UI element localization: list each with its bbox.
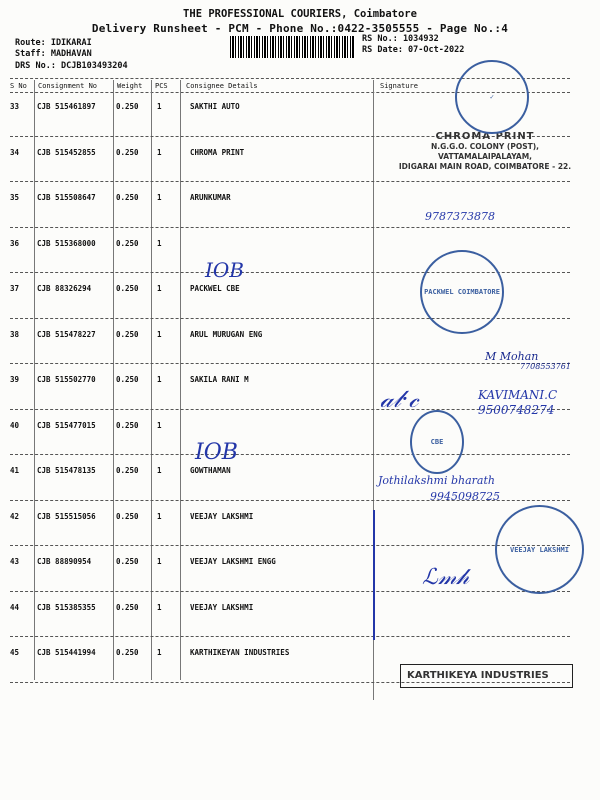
row-rule [10, 545, 570, 546]
row-consignment-no: CJB 88326294 [37, 284, 92, 293]
drs-label: DRS No.: DCJB103493204 [15, 61, 128, 71]
row-sno: 36 [10, 238, 20, 248]
row-sno: 42 [10, 511, 20, 521]
row-weight: 0.250 [116, 602, 139, 612]
handwritten-kavimani: KAVIMANI.C [478, 388, 558, 402]
row-pcs: 1 [157, 284, 162, 293]
row-consignee: PACKWEL CBE [190, 284, 240, 293]
row-consignment-no: CJB 88890954 [37, 557, 92, 566]
row-consignee: KARTHIKEYAN INDUSTRIES [190, 648, 290, 657]
row-rule [10, 454, 570, 455]
stamp-text: PACKWEL COIMBATORE [424, 288, 500, 296]
staff-label: Staff: MADHAVAN [15, 49, 92, 59]
row-weight: 0.250 [116, 147, 139, 157]
row-consignment-no: CJB 515452855 [37, 147, 96, 157]
row-pcs: 1 [157, 511, 162, 521]
row-weight: 0.250 [116, 557, 139, 566]
row-weight: 0.250 [116, 238, 139, 248]
row-rule [10, 181, 570, 182]
handwritten-iob-1: IOB [205, 258, 244, 282]
row-rule [10, 636, 570, 637]
row-consignment-no: CJB 515478135 [37, 466, 96, 475]
stamp-line: VATTAMALAIPALAYAM, [437, 152, 533, 161]
row-pcs: 1 [157, 375, 162, 384]
row-weight: 0.250 [116, 466, 139, 475]
row-consignee: GOWTHAMAN [190, 466, 231, 475]
col-weight: Weight [117, 82, 143, 90]
route-label: Route: IDIKARAI [15, 38, 92, 48]
row-weight: 0.250 [116, 420, 139, 430]
barcode [230, 36, 355, 58]
row-consignment-no: CJB 515441994 [37, 648, 96, 657]
row-consignee: SAKILA RANI M [190, 375, 249, 384]
row-weight: 0.250 [116, 284, 139, 293]
row-sno: 38 [10, 329, 20, 339]
row-consignment-no: CJB 515508647 [37, 193, 96, 202]
row-pcs: 1 [157, 420, 162, 430]
bracket-mark [365, 510, 375, 640]
row-weight: 0.250 [116, 648, 139, 657]
rs-date: RS Date: 07-Oct-2022 [362, 45, 465, 55]
company-title: THE PROFESSIONAL COURIERS, Coimbatore [183, 8, 417, 20]
handwritten-phone-40: 9500748274 [478, 403, 555, 417]
row-sno: 39 [10, 375, 20, 384]
row-pcs: 1 [157, 193, 162, 202]
row-sno: 43 [10, 557, 20, 566]
chroma-stamp [395, 132, 575, 172]
row-weight: 0.250 [116, 511, 139, 521]
row-sno: 45 [10, 648, 20, 657]
round-stamp-top: ✓ [455, 60, 529, 134]
col-sno: S No [10, 82, 27, 90]
row-consignment-no: CJB 515478227 [37, 329, 96, 339]
row-consignee: VEEJAY LAKSHMI ENGG [190, 557, 276, 566]
stamp-line: IDIGARAI MAIN ROAD, COIMBATORE - 22. [398, 162, 572, 171]
signature-43: ℒ𝓂𝒽 [422, 565, 470, 590]
row-consignment-no: CJB 515368000 [37, 238, 96, 248]
veejay-stamp [495, 505, 584, 594]
row-consignee: VEEJAY LAKSHMI [190, 602, 254, 612]
row-pcs: 1 [157, 466, 162, 475]
handwritten-phone-41: 9945098725 [430, 490, 500, 503]
row-rule [10, 227, 570, 228]
rs-number: RS No.: 1034932 [362, 34, 439, 44]
row-consignee: CHROMA PRINT [190, 147, 245, 157]
row-pcs: 1 [157, 329, 162, 339]
packwel-stamp [420, 250, 504, 334]
row-consignment-no: CJB 515461897 [37, 102, 96, 111]
row-consignment-no: CJB 515515056 [37, 511, 96, 521]
handwritten-phone-35: 9787373878 [425, 210, 495, 223]
col-signature: Signature [380, 82, 418, 90]
row-rule [10, 591, 570, 592]
row-consignment-no: CJB 515477015 [37, 420, 96, 430]
round-stamp-mid: CBE [410, 410, 464, 474]
row-sno: 35 [10, 193, 20, 202]
row-sno: 34 [10, 147, 20, 157]
row-weight: 0.250 [116, 375, 139, 384]
col-consignment: Consignment No [38, 82, 98, 90]
row-sno: 44 [10, 602, 20, 612]
row-weight: 0.250 [116, 329, 139, 339]
row-consignee: ARUNKUMAR [190, 193, 231, 202]
handwritten-phone-39: 7708553761 [520, 362, 571, 371]
row-sno: 33 [10, 102, 20, 111]
signature-39: 𝒶𝓁·𝒸 [380, 385, 419, 413]
row-consignment-no: CJB 515502770 [37, 375, 96, 384]
stamp-text: VEEJAY LAKSHMI [509, 545, 569, 554]
row-sno: 40 [10, 420, 20, 430]
stamp-line: CHROMA PRINT [435, 131, 535, 142]
handwritten-name-39: M Mohan [485, 350, 539, 363]
handwritten-iob-2: IOB [195, 440, 238, 465]
row-sno: 37 [10, 284, 20, 293]
row-consignment-no: CJB 515385355 [37, 602, 96, 612]
row-pcs: 1 [157, 238, 162, 248]
row-pcs: 1 [157, 102, 162, 111]
col-pcs: PCS [155, 82, 168, 90]
handwritten-jothi: Jothilakshmi bharath [378, 474, 495, 487]
row-weight: 0.250 [116, 193, 139, 202]
karthikeya-stamp: KARTHIKEYA INDUSTRIES [400, 664, 573, 688]
row-pcs: 1 [157, 648, 162, 657]
row-consignee: ARUL MURUGAN ENG [190, 329, 263, 339]
stamp-line: N.G.G.O. COLONY (POST), [431, 142, 539, 151]
row-pcs: 1 [157, 147, 162, 157]
row-weight: 0.250 [116, 102, 139, 111]
row-rule [10, 363, 570, 364]
row-sno: 41 [10, 466, 20, 475]
row-pcs: 1 [157, 602, 162, 612]
row-pcs: 1 [157, 557, 162, 566]
runsheet-title: Delivery Runsheet - PCM - Phone No.:0422-3505555 - Page No.:4 [91, 22, 509, 35]
col-consignee: Consignee Details [186, 82, 258, 90]
row-consignee: SAKTHI AUTO [190, 102, 240, 111]
row-consignee: VEEJAY LAKSHMI [190, 511, 254, 521]
